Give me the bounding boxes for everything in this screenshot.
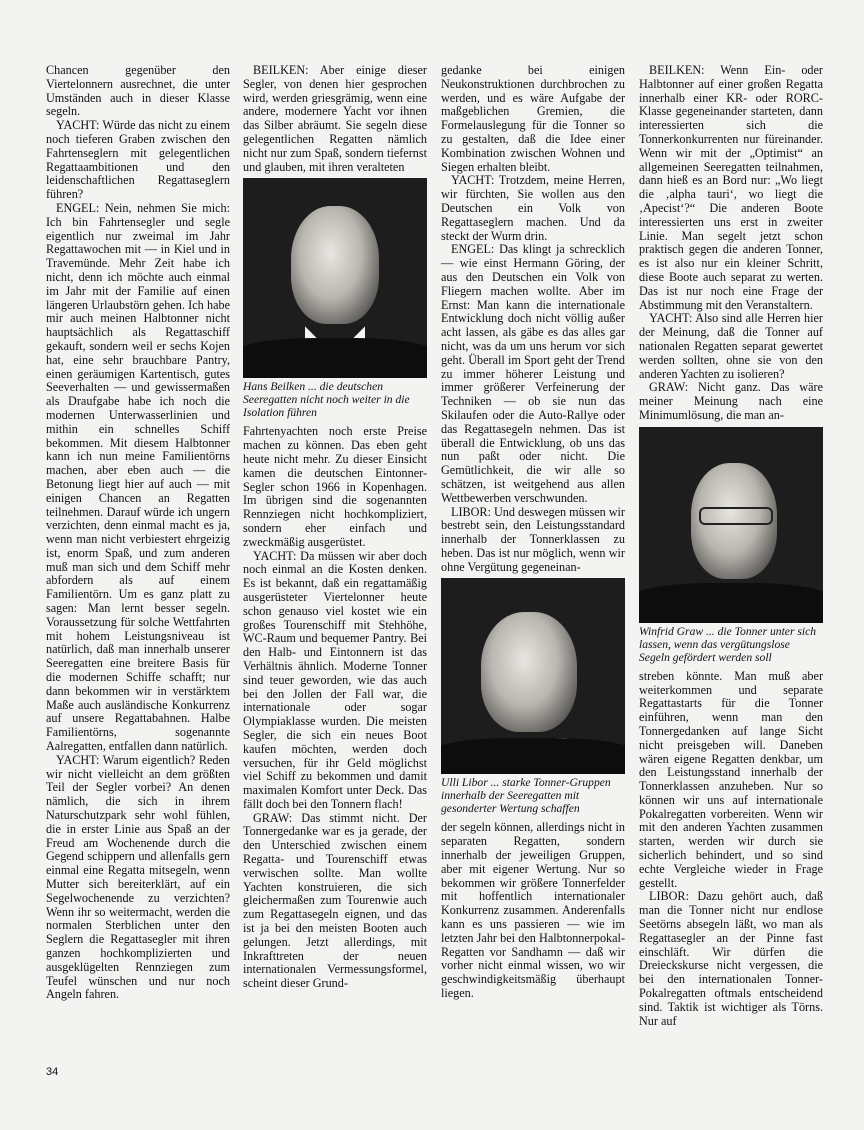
paragraph: streben könnte. Man muß aber weiterkommen und separate Regattastarts für die Tonner einführen, wenn man den Tonnergedanken auf lange Sicht nicht preisgeben will. Daneben wären eigene Regatten denkbar, um den Leistungsstand innerhalb der Tonnerklassen anzuheben. Nur so können wir uns auf internationale Pokalregatten vorbereiten. Wenn wir mit den anderen Yachten zusammen starten, werden wir durch sie sicherlich behindert, und so sind echte Vergleiche wieder in Frage gestellt.: [639, 668, 823, 890]
photo-caption: Hans Beilken ... die deutschen Seeregatten nicht noch weiter in die Isolation führen: [243, 380, 410, 420]
paragraph: GRAW: Nicht ganz. Das wäre meiner Meinung nach eine Minimumlösung, die man an-: [639, 380, 823, 422]
paragraph: BEILKEN: Aber einige dieser Segler, von denen hier gesprochen wird, werden griesgrämig, wenn eine andere, modernere Yacht vor ihnen das Silber abräumt. Sie segeln diese gelegentlichen Regatten nämlich nicht nur zum Spaß, sondern tiefernst und glauben, mit ihren veralteten: [243, 63, 427, 174]
photo-winfrid-graw: [639, 427, 823, 623]
photo-hans-beilken: [243, 178, 427, 378]
column-4: [639, 64, 823, 1028]
column-3: [441, 64, 625, 1001]
paragraph: Fahrtenyachten noch erste Preise machen zu können. Das eben geht heute nicht mehr. Zu dieser Einsicht kamen die deutschen Eintonner-Segler schon 1966 in Kopenhagen. Im übrigen sind die sogenannten Rennziegen nicht hochkompliziert, sondern eher einfach und zweckmäßig ausgerüstet.: [243, 424, 427, 549]
paragraph: YACHT: Trotzdem, meine Herren, wir fürchten, Sie wollen aus den Deutschen ein Volk von Regattaseglern machen. Und da steckt der Wurm drin.: [441, 173, 625, 243]
column-1: [46, 64, 230, 1002]
page-number: 34: [46, 1066, 59, 1078]
photo-caption: Ulli Libor ... starke Tonner-Gruppen innerhalb der Seeregatten mit gesonderter Wertung schaffen: [441, 776, 611, 816]
paragraph: LIBOR: Und deswegen müssen wir bestrebt sein, den Leistungsstandard innerhalb der Tonnerklassen zu heben. Das ist nur möglich, wenn wir ohne Vergütung gegeneinan-: [441, 504, 625, 574]
paragraph: ENGEL: Nein, nehmen Sie mich: Ich bin Fahrtensegler und segle eigentlich nur zweimal im Jahr Regattawochen mit — in Kiel und in Travemünde. Mehr Zeit habe ich nicht, denn ich möchte auch einmal im Jahr mit der Familie auf einen längeren Urlaubstörn gehen. Ich habe mir auch meinen Halbtonner nicht hauptsächlich als Regattaschiff gekauft, sondern weil er sechs Kojen hat, eine sehr brauchbare Pantry, einen geräumigen Kartentisch, gutes Seeverhalten — und gewissermaßen als Draufgabe habe ich noch die modernen Unterwasserlinien und mithin ein schnelles Schiff bekommen. Mit diesem Halbtonner kann ich nun meine Familientörns machen, aber eben auch — die Betonung liegt hier auf auch — mit einigen Chancen an Regatten teilnehmen. Darauf würde ich ungern verzichten, denn einmal macht es ja, wenn man nicht verbiestert ehrgeizig ist, enorm Spaß, und zum anderen muß man sich und dem Schiff mehr abfordern als auf einem Familientörn. Um es ganz platt zu sagen: Man lernt besser segeln. Voraussetzung für solche Wettfahrten mit hohem Leistungsniveau ist natürlich, daß man innerhalb unserer Seeregatten eine breitere Basis für die modernen Schiffe schafft; nur dann bekommen wir in verstärktem Maße auch ausländische Konkurrenz auf unsere Regattabahnen. Halbe Familientörns, sogenannte Aalregatten, entfallen dann natürlich.: [46, 200, 230, 754]
paragraph: ENGEL: Das klingt ja schrecklich — wie einst Hermann Göring, der aus den Deutschen ein Volk von Fliegern machen wollte. Aber im Ernst: Man kann die internationale Entwicklung doch nicht völlig außer acht lassen, als gäbe es das alles gar nicht, was da um uns herum vor sich geht. Überall im Sport geht der Trend zu immer höherer Leistung und immer größerer Verfeinerung der Techniken — ob sie nun das Skilaufen oder die Auto-Rallye oder das Regattasegeln nehmen. Das ist überall die Entwicklung, ob uns das nun paßt oder nicht. Die Gemütlichkeit, die wir alle so schätzen, ist weitgehend aus allen Wettbewerben verschwunden.: [441, 242, 625, 505]
paragraph: LIBOR: Dazu gehört auch, daß man die Tonner nicht nur endlose Seetörns absegeln läßt, wo man als Regattasegler an der Pinne fast einschläft. Wir dürfen die Dreieckskurse nicht vergessen, die bei den internationalen Tonner-Pokalregatten oftmals entscheidend sind. Taktik ist wichtiger als Törns. Nur auf: [639, 889, 823, 1028]
paragraph: GRAW: Das stimmt nicht. Der Tonnergedanke war es ja gerade, der den Unterschied zwischen einem Regatta- und Tourenschiff etwas verwischen sollte. Man wollte Yachten konstruieren, die sich gleichermaßen zum Tourenwie auch zum Regattasegeln eignen, und das ist ja bei den meisten Booten auch gelungen. Jetzt allerdings, mit Inkrafttreten der neuen internationalen Vermessungsformel, scheint dieser Grund-: [243, 810, 427, 991]
paragraph: YACHT: Würde das nicht zu einem noch tieferen Graben zwischen den Fahrtenseglern mit gelegentlichen Regattaambitionen und den leidenschaftlichen Regattaseglern führen?: [46, 118, 230, 202]
column-2: [243, 64, 427, 991]
paragraph: BEILKEN: Wenn Ein- oder Halbtonner auf einer großen Regatta innerhalb einer KR- oder RORC-Klasse gegeneinander starteten, dann interessierten sich die Tonnerkonkurrenten nur füreinander. Wenn wir mit der „Optimist“ an allgemeinen Seeregatten teilnahmen, dann hieß es an Bord nur: „Wo liegt die ‚alpha tauri‘, wo liegt die ‚Apecist‘?“ Die anderen Boote interessierten uns erst in zweiter Linie. Man segelt jetzt schon praktisch gegen die anderen Tonner, es ist also nur ein kleiner Schritt, diese Boote auch separat zu werten. Das ist nur noch eine Frage der Abstimmung mit den Veranstaltern.: [639, 63, 823, 312]
paragraph: YACHT: Da müssen wir aber doch noch einmal an die Kosten denken. Es ist bekannt, daß ein regattamäßig ausgerüsteter Viertelonner heute schon genauso viel kostet wie ein großes Tourenschiff mit Stehhöhe, WC-Raum und bequemer Pantry. Bei den Halb- und Eintonnern ist das Verhältnis ähnlich. Moderne Tonner sind teuer geworden, wie das auch bei den Jollen der Fall war, die internationale oder sogar Olympiaklasse wurden. Die meisten Segler, die sich ein neues Boot kaufen möchten, werden doch versuchen, für ihr Geld möglichst viel Schiff zu bekommen und damit maximalen Komfort unter Deck. Das fällt doch bei den Tonnern flach!: [243, 548, 427, 811]
paragraph: gedanke bei einigen Neukonstruktionen durchbrochen zu werden, und es wäre Aufgabe der maßgeblichen Gremien, die Formelauslegung für die Tonner so zu gestalten, daß die Idee einer Kombination zwischen Wohnen und Siegen erhalten bleibt.: [441, 63, 625, 174]
paragraph: der segeln können, allerdings nicht in separaten Regatten, sondern innerhalb der jeweiligen Gruppen, aber mit eigener Wertung. Nur so bekommen wir größere Tonnerfelder mit hoffentlich internationaler Konkurrenz zusammen. Anderenfalls kann es uns passieren — wie im letzten Jahr bei den Halbtonnerpokal-Regatten vor Sandhamn — daß wir vorher nicht einmal wissen, wo wir geschwindigkeitsmäßig überhaupt liegen.: [441, 820, 625, 1001]
photo-ulli-libor: [441, 578, 625, 774]
photo-caption: Winfrid Graw ... die Tonner unter sich lassen, wenn das vergütungslose Segeln gefördert werden soll: [639, 624, 817, 664]
paragraph: YACHT: Warum eigentlich? Reden wir nicht vielleicht an dem größten Teil der Segler vorbei? An denen nämlich, die sich in ihrem Naturschutzpark sehr wohl fühlen, die in erster Linie aus Spaß an der Freud am Wochenende durch die Gegend schippern und allenfalls gern einmal eine Regatta mitsegeln, wenn Mutter sich bereiterklärt, auf ein Segelwochenende zu verzichten? Wenn ihr so weitermacht, werden die normalen Sterblichen unter den Seglern die Regattasegler mit ihren ganzen hochkomplizierten und ausgeklügelten Rennziegen zum Teufel wünschen und nur noch Angeln fahren.: [46, 752, 230, 1002]
paragraph: Chancen gegenüber den Viertelonnern ausrechnet, die unter Umständen auch in dieser Klasse segeln.: [46, 63, 230, 119]
paragraph: YACHT: Also sind alle Herren hier der Meinung, daß die Tonner auf nationalen Regatten separat gewertet werden sollten, ohne sie von den anderen Yachten zu isolieren?: [639, 311, 823, 381]
